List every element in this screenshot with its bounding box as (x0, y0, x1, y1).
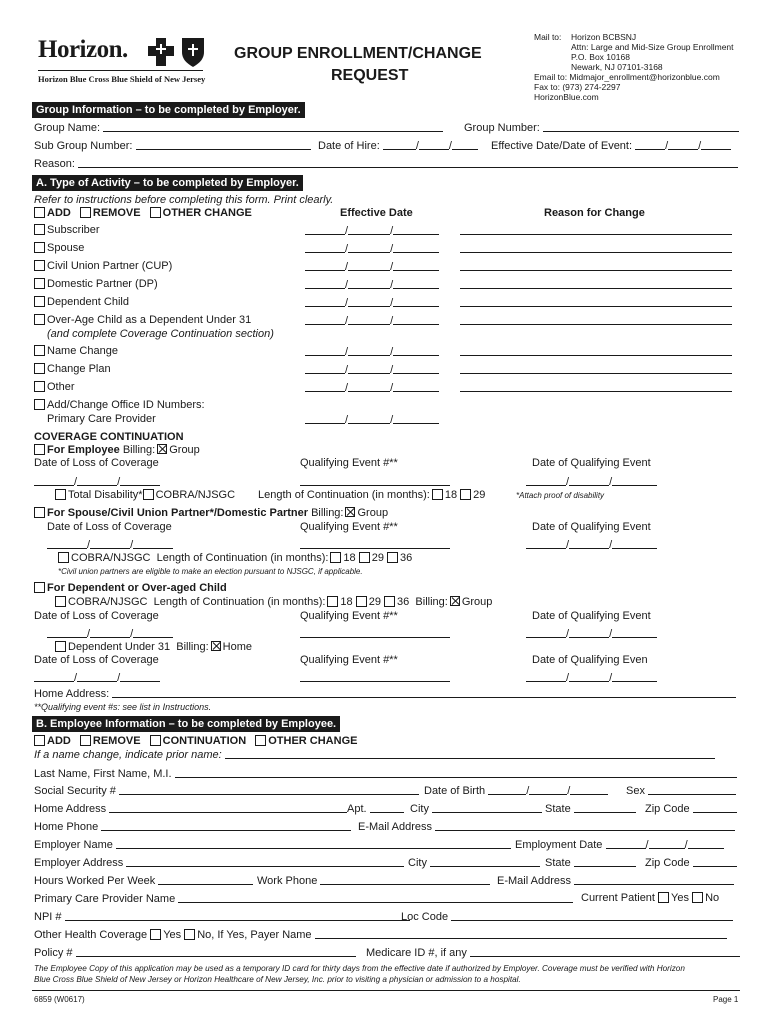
reason-blank[interactable] (460, 242, 732, 255)
group-name-field[interactable]: Group Name: (34, 121, 443, 134)
b-continuation-checkbox[interactable] (150, 735, 161, 746)
employer-address-field[interactable]: Employer Address (34, 856, 404, 869)
section-a-heading: A. Type of Activity – to be completed by Employer. (32, 175, 740, 190)
date-loss-label: Date of Loss of Coverage (47, 521, 172, 533)
b-add-checkbox[interactable] (34, 735, 45, 746)
group-info-heading: Group Information – to be completed by Employer. (32, 102, 740, 117)
dependent-child-row[interactable]: Dependent Child (34, 296, 129, 308)
date-of-hire-field[interactable]: Date of Hire: / / (318, 139, 478, 152)
group-billing-checked[interactable] (157, 444, 167, 454)
effective-date-blank[interactable]: / / (305, 413, 439, 426)
qualifying-note: **Qualifying event #s: see list in Instructions. (34, 702, 212, 712)
other-change-checkbox[interactable] (150, 207, 161, 218)
effective-date-blank[interactable]: / / (305, 381, 439, 394)
form-title-line2: REQUEST (331, 67, 409, 84)
spouse-date-qualifying-field[interactable]: / / (526, 538, 657, 551)
dp-row[interactable]: Domestic Partner (DP) (34, 278, 158, 290)
add-label: ADD (47, 207, 71, 219)
date-qualifying-field[interactable]: / / (526, 475, 657, 488)
mail-address-line: P.O. Box 10168 (571, 52, 630, 62)
dependent-qualifying-field[interactable] (300, 627, 450, 640)
effective-date-blank[interactable]: / / (305, 242, 439, 255)
for-employee-row[interactable]: For Employee Billing: Group (34, 444, 200, 456)
cup-row[interactable]: Civil Union Partner (CUP) (34, 260, 172, 272)
effective-date-blank[interactable]: / / (305, 314, 439, 327)
effective-date-blank[interactable]: / / (305, 345, 439, 358)
employer-state-field[interactable]: State (545, 856, 636, 869)
employee-length-row[interactable]: Length of Continuation (in months): 18 29 (258, 489, 486, 501)
fax-line: Fax to: (973) 274-2297 (534, 82, 621, 92)
bcbs-cross-shield-icon (148, 36, 208, 71)
other-row[interactable]: Other (34, 381, 75, 393)
name-change-row[interactable]: Name Change (34, 345, 118, 357)
cup-note: *Civil union partners are eligible to make an election pursuant to NJSGC, if applicable. (58, 567, 363, 576)
group-number-field[interactable]: Group Number: (464, 121, 739, 134)
remove-label: REMOVE (92, 207, 141, 219)
date-qualifying-label: Date of Qualifying Even (532, 654, 648, 666)
effective-date-column: Effective Date (340, 207, 413, 219)
reason-blank[interactable] (460, 345, 732, 358)
overage-child-row[interactable]: Over-Age Child as a Dependent Under 31 (34, 314, 251, 326)
mail-address-line: Newark, NJ 07101-3168 (571, 62, 663, 72)
disclaimer-line: Blue Cross Blue Shield of New Jersey or Horizon Healthcare of New Jersey, Inc. prior to visiting a physician or admission to a hospital. (34, 975, 521, 984)
zip-field[interactable]: Zip Code (645, 802, 737, 815)
reason-blank[interactable] (460, 260, 732, 273)
remove-checkbox[interactable] (80, 207, 91, 218)
policy-field[interactable]: Policy # (34, 946, 356, 959)
email-line: Email to: Midmajor_enrollment@horizonblue.com (534, 72, 720, 82)
state-field[interactable]: State (545, 802, 636, 815)
city-field[interactable]: City (410, 802, 542, 815)
b-other-change-checkbox[interactable] (255, 735, 266, 746)
effective-date-field[interactable]: Effective Date/Date of Event: / / (491, 139, 731, 152)
mail-label: Mail to: (534, 32, 562, 42)
logo-subtitle: Horizon Blue Cross Blue Shield of New Jersey (38, 74, 206, 84)
mail-address-line: Attn: Large and Mid-Size Group Enrollment (571, 42, 734, 52)
dependent-date-qualifying-field[interactable]: / / (526, 627, 657, 640)
qualifying-event-label: Qualifying Event #** (300, 654, 398, 666)
last-first-name-field[interactable]: Last Name, First Name, M.I. (34, 767, 737, 780)
medicare-field[interactable]: Medicare ID #, if any (366, 946, 740, 959)
subscriber-row[interactable]: Subscriber (34, 224, 100, 236)
reason-column: Reason for Change (544, 207, 645, 219)
footer-divider (32, 990, 740, 991)
qualifying-event-field[interactable] (300, 475, 450, 488)
disclaimer-line: The Employee Copy of this application may be used as a temporary ID card for thirty days from the effective date if authorized by Employer. Coverage must be verified with Horizon (34, 964, 685, 973)
other-health-row[interactable]: Other Health Coverage Yes No, If Yes, Payer Name (34, 928, 727, 941)
spouse-qualifying-field[interactable] (300, 538, 450, 551)
home-address-b-field[interactable]: Home Address (34, 802, 347, 815)
overage-note: (and complete Coverage Continuation section) (47, 328, 274, 340)
add-checkbox[interactable] (34, 207, 45, 218)
ssn-field[interactable]: Social Security # (34, 784, 419, 797)
under31-date-qualifying-field[interactable]: / / (526, 671, 657, 684)
form-number: 6859 (W0617) (34, 995, 85, 1004)
current-patient-row[interactable]: Current Patient Yes No (581, 892, 720, 904)
effective-date-blank[interactable]: / / (305, 278, 439, 291)
pcp-label: Primary Care Provider (47, 413, 156, 425)
effective-date-blank[interactable]: / / (305, 224, 439, 237)
for-dependent-row[interactable]: For Dependent or Over-aged Child (34, 582, 227, 594)
other-change-label: OTHER CHANGE (162, 207, 252, 219)
change-plan-row[interactable]: Change Plan (34, 363, 111, 375)
spouse-date-loss-field[interactable]: / / (47, 538, 173, 551)
employer-name-field[interactable]: Employer Name (34, 838, 511, 851)
dependent-cobra-row[interactable]: COBRA/NJSGC Length of Continuation (in months): 18 29 36 Billing: Group (55, 596, 492, 608)
effective-date-blank[interactable]: / / (305, 260, 439, 273)
reason-blank[interactable] (460, 224, 732, 237)
attach-proof-note: *Attach proof of disability (516, 491, 605, 500)
date-loss-field[interactable]: / / (34, 475, 160, 488)
hours-field[interactable]: Hours Worked Per Week (34, 874, 253, 887)
date-qualifying-label: Date of Qualifying Event (532, 457, 651, 469)
dependent-under31-row[interactable]: Dependent Under 31 Billing: Home (55, 641, 252, 653)
for-spouse-row[interactable]: For Spouse/Civil Union Partner*/Domestic Partner Billing: Group (34, 507, 388, 519)
work-phone-field[interactable]: Work Phone (257, 874, 490, 887)
horizon-logo: Horizon. (38, 36, 128, 63)
instructions-note: Refer to instructions before completing this form. Print clearly. (34, 194, 334, 206)
qualifying-event-label: Qualifying Event #** (300, 457, 398, 469)
total-disability-row[interactable]: Total Disability* COBRA/NJSGC (55, 489, 235, 501)
effective-date-blank[interactable]: / / (305, 363, 439, 376)
employer-zip-field[interactable]: Zip Code (645, 856, 737, 869)
mail-address-line: Horizon BCBSNJ (571, 32, 637, 42)
date-qualifying-label: Date of Qualifying Event (532, 610, 651, 622)
office-id-row[interactable]: Add/Change Office ID Numbers: (34, 399, 205, 411)
dependent-date-loss-field[interactable]: / / (47, 627, 173, 640)
page-number: Page 1 (713, 995, 739, 1004)
npi-field[interactable]: NPI # (34, 910, 410, 923)
form-title-line1: GROUP ENROLLMENT/CHANGE (234, 45, 482, 62)
date-loss-label: Date of Loss of Coverage (34, 610, 159, 622)
under31-qualifying-field[interactable] (300, 671, 450, 684)
pcp-name-field[interactable]: Primary Care Provider Name (34, 892, 573, 905)
qualifying-event-label: Qualifying Event #** (300, 521, 398, 533)
qualifying-event-label: Qualifying Event #** (300, 610, 398, 622)
coverage-heading: COVERAGE CONTINUATION (34, 431, 184, 443)
b-remove-checkbox[interactable] (80, 735, 91, 746)
home-address-field[interactable]: Home Address: (34, 687, 736, 700)
reason-field[interactable]: Reason: (34, 157, 738, 170)
section-b-heading: B. Employee Information – to be completed by Employee. (32, 716, 740, 731)
effective-date-blank[interactable]: / / (305, 296, 439, 309)
date-loss-label: Date of Loss of Coverage (34, 654, 159, 666)
date-loss-label: Date of Loss of Coverage (34, 457, 159, 469)
reason-blank[interactable] (460, 381, 732, 394)
spouse-row[interactable]: Spouse (34, 242, 84, 254)
dob-field[interactable]: Date of Birth / / (424, 784, 608, 797)
date-qualifying-label: Date of Qualifying Event (532, 521, 651, 533)
home-phone-field[interactable]: Home Phone (34, 820, 351, 833)
sex-field[interactable]: Sex (626, 784, 736, 797)
loc-code-field[interactable]: Loc Code (401, 910, 733, 923)
reason-blank[interactable] (460, 296, 732, 309)
employment-date-field[interactable]: Employment Date / / (515, 838, 724, 851)
reason-blank[interactable] (460, 278, 732, 291)
under31-date-loss-field[interactable]: / / (34, 671, 160, 684)
apt-field[interactable]: Apt. (347, 802, 404, 815)
email-field[interactable]: E-Mail Address (358, 820, 735, 833)
employer-city-field[interactable]: City (408, 856, 540, 869)
work-email-field[interactable]: E-Mail Address (497, 874, 734, 887)
prior-name-field[interactable]: If a name change, indicate prior name: (34, 748, 715, 761)
website-line: HorizonBlue.com (534, 92, 599, 102)
reason-blank[interactable] (460, 363, 732, 376)
sub-group-number-field[interactable]: Sub Group Number: (34, 139, 311, 152)
spouse-cobra-row[interactable]: COBRA/NJSGC Length of Continuation (in months): 18 29 36 (58, 552, 412, 564)
reason-blank[interactable] (460, 314, 732, 327)
